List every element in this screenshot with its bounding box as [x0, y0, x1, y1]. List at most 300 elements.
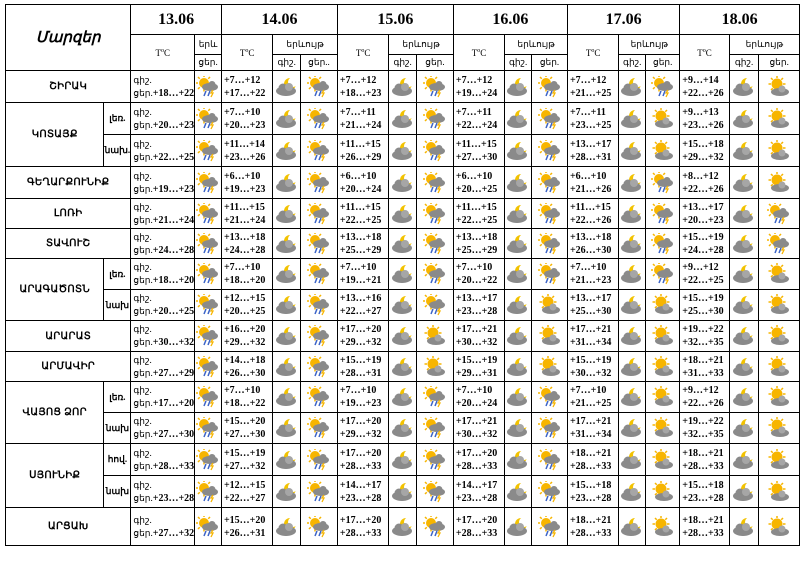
sun-cloud-icon — [767, 108, 791, 130]
day-icon-cell — [301, 508, 338, 546]
sun-rain-icon — [423, 76, 447, 98]
night-icon-cell — [729, 382, 759, 413]
night-icon-cell — [729, 352, 759, 382]
cloud-moon-icon — [275, 516, 299, 538]
temp-cell — [680, 71, 730, 103]
cloud-moon-icon — [732, 76, 756, 98]
temp-cell — [131, 352, 195, 382]
day-temp: +29…+32 — [682, 151, 724, 163]
day-icon-cell — [646, 135, 680, 167]
sun-rain-icon — [538, 140, 562, 162]
sun-rain-icon — [196, 449, 220, 471]
day-icon-cell — [759, 167, 800, 199]
cloud-moon-icon — [391, 108, 415, 130]
day-label: ցեր. — [133, 337, 153, 347]
subregion-name: նախ — [104, 413, 131, 444]
day-temp: +18…+23 — [339, 87, 382, 99]
sun-cloud-icon — [767, 481, 791, 503]
day-temp: +22…+25 — [682, 275, 724, 286]
temp-cell — [337, 199, 388, 229]
cond-col-header: երև — [195, 35, 222, 55]
night-icon-cell — [505, 508, 532, 546]
cloud-moon-icon — [732, 481, 756, 503]
day-icon-cell — [417, 352, 454, 382]
day-temp: +20…+23 — [682, 214, 724, 226]
day-temp: +25…+30 — [569, 306, 612, 317]
sun-cloud-icon — [651, 140, 675, 162]
cloud-moon-icon — [620, 172, 644, 194]
subregion-name: նախ — [104, 476, 131, 508]
day-temp: +18…+22 — [152, 87, 195, 99]
cloud-moon-icon — [732, 263, 756, 285]
sun-rain-icon — [423, 263, 447, 285]
night-icon-cell — [729, 508, 759, 546]
night-icon-cell — [729, 476, 759, 508]
night-temp: +7…+11 — [455, 106, 492, 118]
night-temp: +12…+15 — [223, 293, 266, 304]
subregion-name: նախ — [104, 290, 131, 321]
night-temp: +17…+21 — [569, 324, 612, 335]
day-temp: +22…+25 — [152, 151, 195, 163]
sun-rain-icon — [767, 203, 791, 225]
day-temp: +20…+24 — [455, 398, 498, 409]
sun-rain-icon — [538, 481, 562, 503]
night-temp: +13…+18 — [339, 231, 382, 243]
day-icon-cell — [646, 167, 680, 199]
temp-col-header: $T^oC$ — [131, 35, 195, 71]
day-temp: +27…+30 — [223, 429, 266, 440]
sun-cloud-icon — [651, 516, 675, 538]
day-temp: +23…+28 — [152, 492, 195, 504]
night-icon-cell — [273, 71, 301, 103]
temp-cell — [680, 352, 730, 382]
temp-cell — [221, 259, 272, 290]
cloud-moon-icon — [732, 325, 756, 347]
cloud-moon-icon — [506, 140, 530, 162]
temp-cell — [567, 290, 618, 321]
day-label: ցեր. — [133, 367, 153, 378]
sun-cloud-icon — [651, 481, 675, 503]
night-label: գիշ. — [133, 479, 152, 490]
day-temp: +30…+32 — [569, 367, 612, 379]
temp-cell — [567, 413, 618, 444]
night-temp: +13…+18 — [569, 231, 612, 243]
night-temp: +18…+21 — [569, 514, 612, 526]
night-icon-cell — [389, 352, 417, 382]
night-label: գիշ. — [133, 262, 152, 272]
day-temp: +30…+32 — [455, 337, 498, 348]
day-label: ցեր. — [133, 306, 153, 316]
temp-cell — [453, 290, 504, 321]
sun-rain-icon — [423, 172, 447, 194]
day-temp: +32…+35 — [682, 337, 724, 348]
night-icon-cell — [389, 476, 417, 508]
night-icon-cell — [273, 476, 301, 508]
sun-rain-icon — [307, 449, 331, 471]
night-temp: +7…+10 — [223, 262, 261, 273]
temp-cell — [567, 229, 618, 259]
temp-cell — [680, 413, 730, 444]
day-temp: +28…+31 — [339, 367, 382, 379]
day-temp: +25…+30 — [682, 306, 724, 317]
day-icon-cell — [301, 167, 338, 199]
day-temp: +26…+30 — [569, 244, 612, 256]
day-icon-cell — [532, 71, 568, 103]
cloud-moon-icon — [620, 417, 644, 439]
day-subheader: ցեր. — [646, 55, 680, 71]
sun-rain-icon — [651, 203, 675, 225]
temp-cell — [221, 476, 272, 508]
day-icon-cell — [417, 167, 454, 199]
day-temp: +21…+26 — [569, 183, 612, 195]
night-icon-cell — [505, 167, 532, 199]
region-name: ԱՐԱՐԱՏ — [6, 321, 131, 352]
cloud-moon-icon — [506, 263, 530, 285]
day-icon-cell — [759, 290, 800, 321]
temp-cell — [131, 508, 195, 546]
cloud-moon-icon — [391, 172, 415, 194]
table-row — [6, 352, 800, 382]
day-temp: +21…+24 — [152, 214, 195, 226]
day-icon-cell — [646, 476, 680, 508]
weather-icon-cell — [195, 382, 222, 413]
night-temp: +7…+12 — [455, 74, 493, 86]
sun-rain-icon — [307, 172, 331, 194]
night-icon-cell — [505, 199, 532, 229]
night-icon-cell — [619, 135, 646, 167]
sun-rain-icon — [196, 263, 220, 285]
temp-cell — [337, 476, 388, 508]
temp-col-header: $T^oC$ — [680, 35, 730, 71]
weather-icon-cell — [195, 476, 222, 508]
day-subheader: ցեր. — [532, 55, 568, 71]
day-temp: +27…+29 — [152, 367, 195, 379]
night-label: գիշ. — [133, 354, 152, 365]
night-temp: +7…+10 — [223, 106, 261, 118]
night-temp: +11…+15 — [339, 138, 381, 150]
day-temp: +29…+31 — [455, 367, 498, 379]
day-temp: +27…+32 — [152, 527, 195, 539]
night-icon-cell — [505, 413, 532, 444]
day-icon-cell — [646, 382, 680, 413]
night-icon-cell — [273, 259, 301, 290]
night-icon-cell — [619, 199, 646, 229]
night-icon-cell — [619, 229, 646, 259]
cloud-moon-icon — [732, 449, 756, 471]
day-temp: +28…+31 — [569, 151, 612, 163]
sun-rain-icon — [196, 76, 220, 98]
day-subheader: ցեր. — [195, 55, 222, 71]
sun-rain-icon — [423, 516, 447, 538]
sun-rain-icon — [423, 481, 447, 503]
sun-cloud-icon — [538, 356, 562, 378]
sun-cloud-icon — [767, 172, 791, 194]
day-label: ցեր. — [133, 183, 153, 194]
cloud-moon-icon — [732, 356, 756, 378]
temp-cell — [131, 259, 195, 290]
day-icon-cell — [532, 476, 568, 508]
temp-cell — [567, 476, 618, 508]
day-temp: +24…+28 — [152, 244, 195, 256]
night-temp: +7…+12 — [569, 74, 607, 86]
night-icon-cell — [619, 352, 646, 382]
sun-rain-icon — [538, 108, 562, 130]
temp-cell — [680, 259, 730, 290]
day-temp: +21…+24 — [223, 214, 266, 226]
day-temp: +26…+31 — [223, 527, 266, 539]
cloud-moon-icon — [506, 172, 530, 194]
day-icon-cell — [532, 167, 568, 199]
temp-cell — [453, 71, 504, 103]
sun-rain-icon — [423, 449, 447, 471]
day-temp: +28…+33 — [455, 460, 498, 472]
temp-cell — [131, 199, 195, 229]
sun-rain-icon — [538, 233, 562, 255]
day-temp: +26…+30 — [223, 367, 266, 379]
day-temp: +22…+27 — [339, 306, 382, 317]
night-icon-cell — [273, 199, 301, 229]
night-temp: +17…+20 — [339, 447, 382, 459]
cloud-moon-icon — [275, 140, 299, 162]
night-temp: +6…+10 — [223, 170, 261, 182]
temp-cell — [337, 71, 388, 103]
night-icon-cell — [273, 229, 301, 259]
night-temp: +9…+12 — [682, 262, 719, 273]
day-temp: +23…+28 — [339, 492, 382, 504]
day-icon-cell — [646, 413, 680, 444]
night-icon-cell — [619, 444, 646, 476]
cloud-moon-icon — [391, 356, 415, 378]
weather-icon-cell — [195, 103, 222, 135]
cloud-moon-icon — [275, 356, 299, 378]
day-icon-cell — [759, 444, 800, 476]
region-name: ՇԻՐԱԿ — [6, 71, 131, 103]
temp-cell — [453, 167, 504, 199]
cloud-moon-icon — [506, 449, 530, 471]
night-icon-cell — [619, 259, 646, 290]
night-temp: +18…+21 — [682, 354, 724, 366]
night-temp: +7…+12 — [223, 74, 261, 86]
day-temp: +26…+29 — [339, 151, 382, 163]
cloud-moon-icon — [620, 108, 644, 130]
night-label: գիշ. — [133, 106, 152, 117]
day-icon-cell — [417, 444, 454, 476]
night-temp: +7…+10 — [569, 262, 607, 273]
night-temp: +7…+10 — [569, 385, 607, 396]
table-row — [6, 199, 800, 229]
night-temp: +11…+15 — [455, 201, 497, 213]
night-temp: +7…+11 — [339, 106, 376, 118]
temp-cell — [680, 103, 730, 135]
cloud-moon-icon — [506, 386, 530, 408]
day-temp: +18…+22 — [223, 398, 266, 409]
day-icon-cell — [301, 352, 338, 382]
sun-rain-icon — [307, 76, 331, 98]
night-icon-cell — [619, 71, 646, 103]
temp-cell — [680, 229, 730, 259]
day-temp: +23…+28 — [569, 492, 612, 504]
sun-rain-icon — [423, 294, 447, 316]
day-temp: +22…+25 — [339, 214, 382, 226]
night-temp: +17…+21 — [455, 416, 498, 427]
date-header: 18.06 — [680, 5, 800, 35]
day-icon-cell — [301, 71, 338, 103]
region-name: ՍՅՈՒՆԻՔ — [6, 444, 104, 508]
weather-icon-cell — [195, 259, 222, 290]
temp-cell — [131, 382, 195, 413]
region-name: ՏԱՎՈՒՇ — [6, 229, 131, 259]
day-icon-cell — [301, 476, 338, 508]
night-temp: +7…+11 — [569, 106, 606, 118]
day-temp: +32…+35 — [682, 429, 724, 440]
night-icon-cell — [505, 135, 532, 167]
cloud-moon-icon — [732, 417, 756, 439]
sun-rain-icon — [538, 449, 562, 471]
day-temp: +22…+26 — [569, 214, 612, 226]
temp-cell — [567, 321, 618, 352]
day-temp: +21…+24 — [339, 119, 382, 131]
day-icon-cell — [417, 321, 454, 352]
sun-cloud-icon — [538, 294, 562, 316]
day-temp: +23…+26 — [682, 119, 724, 131]
night-temp: +7…+10 — [339, 262, 377, 273]
weather-icon-cell — [195, 167, 222, 199]
sun-cloud-icon — [651, 108, 675, 130]
day-subheader: ցեր. — [759, 55, 800, 71]
day-temp: +20…+25 — [152, 306, 195, 317]
cloud-moon-icon — [732, 172, 756, 194]
sun-rain-icon — [538, 417, 562, 439]
table-row — [6, 229, 800, 259]
day-temp: +22…+26 — [682, 183, 724, 195]
night-subheader: գիշ. — [273, 55, 301, 71]
day-icon-cell — [417, 413, 454, 444]
day-temp: +28…+33 — [455, 527, 498, 539]
cond-col-header: երևույթ — [619, 35, 680, 55]
night-icon-cell — [389, 321, 417, 352]
day-icon-cell — [301, 259, 338, 290]
day-temp: +18…+20 — [223, 275, 266, 286]
sun-cloud-icon — [651, 294, 675, 316]
day-icon-cell — [646, 259, 680, 290]
night-temp: +13…+17 — [569, 293, 612, 304]
day-icon-cell — [301, 199, 338, 229]
night-label: գիշ. — [133, 416, 152, 426]
day-temp: +19…+24 — [455, 87, 498, 99]
day-icon-cell — [646, 290, 680, 321]
table-row — [6, 476, 800, 508]
temp-col-header: $T^oC$ — [337, 35, 388, 71]
night-temp: +8…+12 — [682, 170, 719, 182]
sun-rain-icon — [538, 172, 562, 194]
night-label: գիշ. — [133, 324, 152, 334]
day-icon-cell — [532, 135, 568, 167]
sun-rain-icon — [307, 356, 331, 378]
cloud-moon-icon — [275, 263, 299, 285]
sun-rain-icon — [307, 203, 331, 225]
day-icon-cell — [759, 382, 800, 413]
sun-rain-icon — [538, 516, 562, 538]
subregion-name: լեռ. — [104, 382, 131, 413]
night-icon-cell — [389, 199, 417, 229]
date-header: 16.06 — [453, 5, 567, 35]
night-temp: +7…+10 — [339, 385, 377, 396]
night-temp: +17…+20 — [339, 324, 382, 335]
day-temp: +27…+30 — [152, 429, 195, 440]
cloud-moon-icon — [732, 294, 756, 316]
day-label: ցեր. — [133, 398, 153, 408]
night-temp: +15…+18 — [569, 479, 612, 491]
sun-rain-icon — [538, 76, 562, 98]
cloud-moon-icon — [620, 386, 644, 408]
night-icon-cell — [273, 352, 301, 382]
table-row — [6, 259, 800, 290]
night-temp: +6…+10 — [339, 170, 377, 182]
day-icon-cell — [759, 508, 800, 546]
weather-icon-cell — [195, 229, 222, 259]
day-icon-cell — [417, 290, 454, 321]
cloud-moon-icon — [391, 481, 415, 503]
temp-cell — [337, 103, 388, 135]
night-icon-cell — [505, 382, 532, 413]
sun-rain-icon — [538, 263, 562, 285]
temp-cell — [131, 135, 195, 167]
cloud-moon-icon — [506, 233, 530, 255]
temp-cell — [337, 167, 388, 199]
weather-icon-cell — [195, 413, 222, 444]
sun-rain-icon — [196, 294, 220, 316]
cloud-moon-icon — [620, 449, 644, 471]
cloud-moon-icon — [506, 481, 530, 503]
temp-col-header: $T^oC$ — [453, 35, 504, 71]
sun-rain-icon — [196, 386, 220, 408]
sun-rain-icon — [307, 294, 331, 316]
day-icon-cell — [532, 444, 568, 476]
day-temp: +28…+33 — [682, 460, 724, 472]
weather-icon-cell — [195, 71, 222, 103]
night-icon-cell — [273, 444, 301, 476]
cloud-moon-icon — [506, 108, 530, 130]
day-icon-cell — [417, 259, 454, 290]
night-temp: +11…+15 — [223, 201, 265, 213]
night-temp: +11…+14 — [223, 138, 265, 150]
cloud-moon-icon — [275, 233, 299, 255]
temp-cell — [453, 321, 504, 352]
day-icon-cell — [759, 135, 800, 167]
temp-cell — [337, 508, 388, 546]
night-temp: +15…+20 — [223, 416, 266, 427]
sun-cloud-icon — [767, 417, 791, 439]
night-temp: +18…+21 — [569, 447, 612, 459]
temp-cell — [221, 103, 272, 135]
sun-rain-icon — [307, 108, 331, 130]
cloud-moon-icon — [732, 233, 756, 255]
night-temp: +15…+19 — [682, 293, 724, 304]
day-temp: +27…+32 — [223, 460, 266, 472]
night-icon-cell — [389, 167, 417, 199]
sun-cloud-icon — [767, 76, 791, 98]
day-icon-cell — [532, 508, 568, 546]
night-temp: +13…+17 — [455, 293, 498, 304]
day-icon-cell — [532, 229, 568, 259]
sun-rain-icon — [307, 417, 331, 439]
cloud-moon-icon — [506, 294, 530, 316]
night-subheader: գիշ. — [389, 55, 417, 71]
night-label: գիշ. — [133, 138, 152, 149]
date-header: 13.06 — [131, 5, 222, 35]
sun-cloud-icon — [651, 325, 675, 347]
cloud-moon-icon — [275, 76, 299, 98]
